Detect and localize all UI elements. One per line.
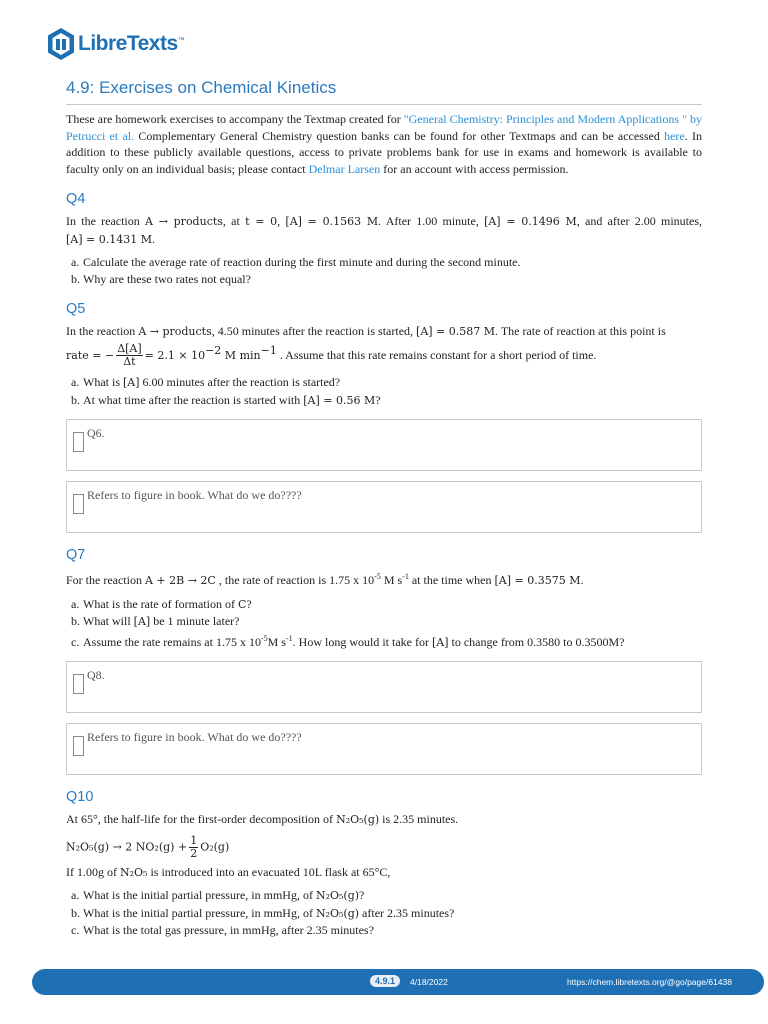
- q7-item-a-math: C: [237, 597, 247, 611]
- q10-fraction-numerator: 1: [190, 833, 198, 847]
- q5-fraction-numerator: Δ[A]: [117, 342, 142, 356]
- footer-url[interactable]: https://chem.libretexts.org/@go/page/61438: [566, 977, 732, 987]
- q5-item-b-label: b.: [71, 392, 80, 407]
- libretexts-logo-icon: [46, 27, 76, 61]
- textmap-link[interactable]: "General Chemistry: Principles and Modern Applications " by Petrucci et al.: [66, 112, 703, 143]
- q10-text-2: is 2.35 minutes.: [379, 812, 459, 827]
- q4-item-b: [66, 271, 702, 288]
- q10-text: [66, 811, 702, 829]
- q10-equation-fraction: [189, 835, 198, 860]
- q7-item-c-exponent-1: -5: [260, 633, 268, 643]
- q5-item-a: [66, 374, 702, 392]
- q7-text-5: .: [580, 573, 584, 588]
- q5-rate-rhs: = 2.1 × 10: [144, 348, 206, 362]
- q10-text-4: is introduced into an evacuated 10L flask at 65°C,: [147, 864, 391, 879]
- q5-item-b-text-2: ?: [375, 392, 381, 407]
- q7-text-3: M s: [380, 573, 403, 588]
- page-footer: [32, 969, 764, 995]
- q7-item-c-math: [A]: [431, 635, 449, 649]
- q5-text-3: . The rate of reaction at this point is: [495, 324, 666, 338]
- q5-text-2: , 4.50 minutes after the reaction is started,: [211, 324, 417, 338]
- q4-text-6: .: [152, 231, 155, 246]
- intro-text-4: for an account with access permission.: [380, 161, 569, 176]
- q5-item-a-text-2: 6.00 minutes after the reaction is started?: [139, 375, 341, 390]
- q5-rate-exponent: −2: [205, 343, 222, 357]
- q7-item-a-text-2: ?: [246, 596, 252, 611]
- q4-math-1: A → products: [145, 215, 223, 228]
- q5-rate-line: [66, 343, 702, 369]
- q5-item-a-label: a.: [71, 375, 80, 390]
- q7-item-c: [66, 631, 702, 652]
- intro-text-3: . In addition to these publicly available questions, access to private problems bank for use in exams and homework is available to faculty only on an individual basis; please contact: [66, 128, 702, 176]
- logo-text: LibreTexts: [78, 32, 178, 55]
- q7-item-c-text-3: . How long would it take for: [292, 634, 432, 649]
- footer-date: 4/18/2022: [410, 977, 448, 987]
- q7-item-b-label: b.: [71, 614, 80, 629]
- page-title: 4.9: Exercises on Chemical Kinetics: [66, 78, 702, 105]
- page-number-badge: 4.9.1: [370, 975, 400, 987]
- q7-item-c-text-1: Assume the rate remains at 1.75 x 10: [83, 634, 261, 649]
- q4-math-2: t = 0: [245, 215, 278, 228]
- q8-figure-note-text: Refers to figure in book. What do we do????: [87, 730, 302, 745]
- q7-heading: Q7: [66, 547, 86, 564]
- q7-math-1: A + 2B → 2C: [144, 574, 216, 588]
- intro-paragraph: [66, 111, 702, 177]
- q7-text: [66, 569, 702, 590]
- q5-item-b-math: [A] = 0.56 M: [303, 393, 376, 407]
- q10-item-b-label: b.: [71, 905, 80, 920]
- q5-item-a-math: [A]: [123, 376, 140, 390]
- q7-item-a-label: a.: [71, 596, 80, 611]
- q10-item-b-math: N₂O₅(g): [315, 906, 360, 920]
- q8-box-text: Q8.: [87, 668, 105, 683]
- missing-image-icon: [73, 674, 84, 694]
- q10-item-a-text-1: What is the initial partial pressure, in mmHg, of: [83, 888, 316, 903]
- q4-text-2: , at: [222, 214, 246, 228]
- q6-box: [66, 419, 702, 471]
- q4-item-b-label: b.: [71, 271, 80, 286]
- q5-item-b-text-1: At what time after the reaction is started with: [83, 392, 304, 407]
- q4-math-5: [A] = 0.1431 M: [66, 232, 152, 246]
- q5-rate-fraction: [116, 343, 142, 368]
- q4-math-3: [A] = 0.1563 M: [285, 215, 379, 228]
- q7-item-c-text-4: to change from 0.3580 to 0.3500M?: [448, 634, 625, 649]
- q7-text-1: For the reaction: [66, 573, 145, 588]
- q6-box-text: Q6.: [87, 426, 105, 441]
- q8-box: [66, 661, 702, 713]
- q10-item-a-label: a.: [71, 888, 80, 903]
- q7-item-a-text-1: What is the rate of formation of: [83, 596, 238, 611]
- q10-math-2: N₂O₅: [120, 865, 148, 879]
- q10-item-b-text-1: What is the initial partial pressure, in mmHg, of: [83, 905, 316, 920]
- q5-rate-unit-exponent: −1: [260, 343, 277, 357]
- q7-item-c-label: c.: [71, 634, 80, 649]
- q5-math-1: A → products: [138, 325, 212, 338]
- q7-exponent-1: -5: [374, 572, 381, 582]
- q5-text: [66, 323, 702, 341]
- q4-text-3: ,: [277, 214, 286, 228]
- logo-trademark: ™: [177, 36, 185, 44]
- q5-subquestions: [66, 374, 702, 409]
- q5-item-a-text-1: What is: [83, 375, 123, 390]
- q10-item-c-label: c.: [71, 923, 80, 938]
- q5-rate-unit: M min: [221, 348, 261, 362]
- missing-image-icon: [73, 432, 84, 452]
- intro-text-2: Complementary General Chemistry question banks can be found for other Textmaps and can be accessed: [134, 128, 665, 143]
- q10-item-b: [66, 905, 702, 923]
- page-content: [66, 78, 702, 939]
- q10-subquestions: [66, 887, 702, 939]
- q10-text-3: If 1.00g of: [66, 864, 120, 879]
- q7-item-b-text-2: be 1 minute later?: [150, 614, 240, 629]
- q5-heading: Q5: [66, 301, 86, 317]
- delmar-larsen-link[interactable]: Delmar Larsen: [308, 161, 381, 176]
- q7-text-4: at the time when: [408, 573, 495, 588]
- q4-item-a-text: Calculate the average rate of reaction during the first minute and during the second minute.: [83, 255, 521, 269]
- q7-text-2: , the rate of reaction is 1.75 x 10: [215, 573, 375, 588]
- q10-item-c-text-1: What is the total gas pressure, in mmHg, after 2.35 minutes?: [83, 923, 374, 938]
- q4-item-b-text: Why are these two rates not equal?: [83, 271, 251, 286]
- q4-item-a-label: a.: [71, 255, 80, 269]
- libretexts-logo[interactable]: [46, 26, 185, 62]
- q4-subquestions: [66, 254, 702, 287]
- q8-figure-note-box: [66, 723, 702, 775]
- q7-item-a: [66, 596, 702, 614]
- q10-equation-left: N₂O₅(g) → 2 NO₂(g) +: [66, 840, 188, 853]
- q7-item-b-math: [A]: [133, 615, 151, 629]
- q7-subquestions: [66, 596, 702, 652]
- missing-image-icon: [73, 494, 84, 514]
- q4-text-4: . After 1.00 minute,: [378, 214, 485, 228]
- here-link[interactable]: here: [664, 128, 685, 143]
- q4-math-4: [A] = 0.1496 M: [484, 215, 577, 228]
- q5-fraction-denominator: Δt: [123, 355, 136, 369]
- q7-item-b: [66, 613, 702, 631]
- q10-item-b-text-2: after 2.35 minutes?: [359, 905, 455, 920]
- q10-item-c: [66, 922, 702, 939]
- q6-figure-note-text: Refers to figure in book. What do we do????: [87, 488, 302, 503]
- q7-item-b-text-1: What will: [83, 614, 134, 629]
- q4-text-5: , and after 2.00 minutes,: [576, 214, 703, 228]
- q6-figure-note-box: [66, 481, 702, 533]
- q10-item-a: [66, 887, 702, 905]
- q7-math-2: [A] = 0.3575 M: [494, 574, 581, 588]
- q4-text-1: In the reaction: [66, 214, 146, 228]
- q5-math-2: [A] = 0.587 M: [416, 325, 496, 338]
- q10-text-1: At 65°, the half-life for the first-order decomposition of: [66, 812, 337, 827]
- q5-text-1: In the reaction: [66, 324, 139, 338]
- q7-item-c-text-2: M s: [267, 634, 286, 649]
- q7-item-c-exponent-2: -1: [285, 633, 293, 643]
- q10-equation-right: O₂(g): [200, 840, 230, 853]
- missing-image-icon: [73, 736, 84, 756]
- q4-item-a: [66, 254, 702, 271]
- q10-fraction-denominator: 2: [190, 846, 198, 860]
- q7-exponent-2: -1: [402, 572, 409, 582]
- q10-setup: [66, 864, 702, 882]
- q5-item-b: [66, 392, 702, 410]
- q5-rate-lhs: rate = −: [66, 348, 115, 362]
- q5-text-4: . Assume that this rate remains constant for a short period of time.: [276, 347, 597, 362]
- q10-item-a-math: N₂O₅(g): [315, 889, 360, 903]
- q10-equation: [66, 835, 702, 860]
- intro-text-1: These are homework exercises to accompany the Textmap created for: [66, 112, 404, 126]
- q4-heading: Q4: [66, 191, 86, 207]
- q10-item-a-text-2: ?: [359, 888, 365, 903]
- q10-heading: Q10: [66, 789, 94, 806]
- q4-text: [66, 213, 702, 248]
- q10-math-1: N₂O₅(g): [336, 813, 380, 827]
